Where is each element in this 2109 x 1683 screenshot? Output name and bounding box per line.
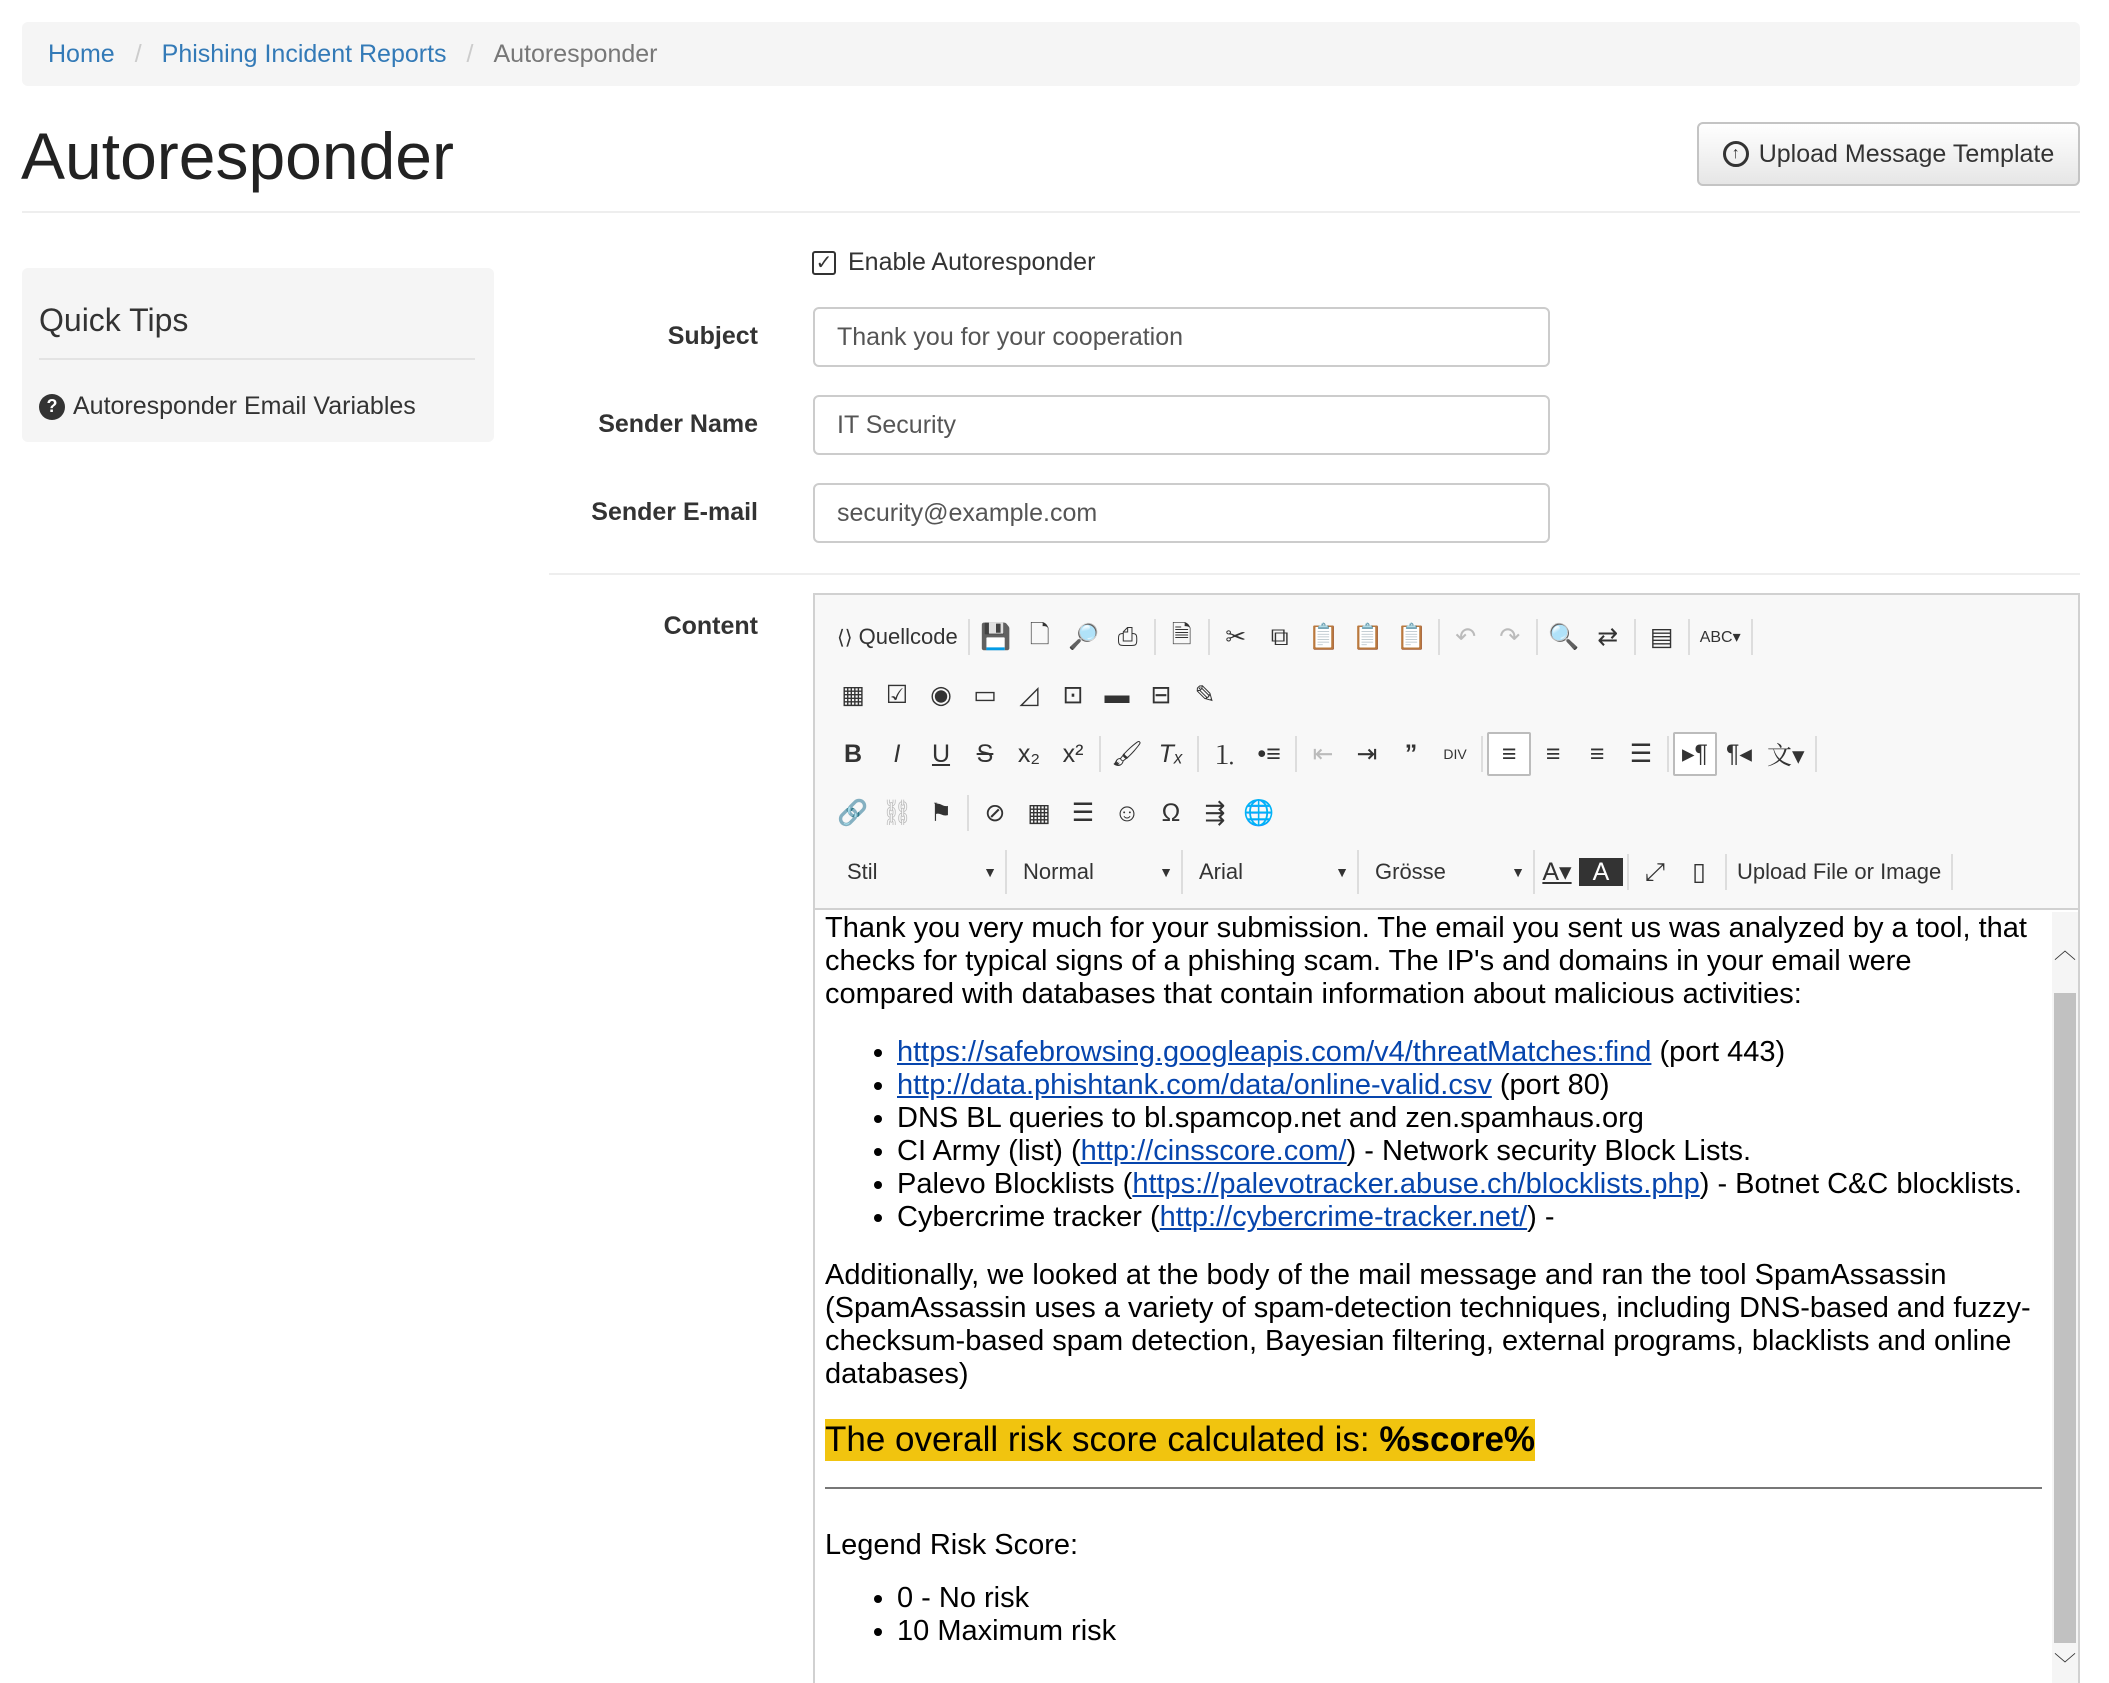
list-item: • 0 - No risk: [897, 1582, 2042, 1615]
templates-icon[interactable]: 🗎: [1171, 620, 1192, 649]
anchor-flag-icon[interactable]: ⚑: [929, 799, 953, 827]
paste-text-icon[interactable]: 📋: [1352, 622, 1384, 651]
maximize-icon[interactable]: ⤢: [1644, 857, 1665, 886]
spellcheck-icon[interactable]: ABC▾: [1699, 629, 1741, 646]
list-item-text: CI Army (list) (: [897, 1135, 1081, 1167]
indent-icon[interactable]: ⇥: [1356, 740, 1378, 768]
subject-label: Subject: [667, 322, 758, 350]
risk-score-highlight: [825, 1419, 1535, 1461]
cybercrime-tracker-link[interactable]: http://cybercrime-tracker.net/: [1159, 1201, 1528, 1233]
sender-name-label: Sender Name: [598, 410, 758, 438]
upload-file-button[interactable]: Upload File or Image: [1737, 859, 1942, 884]
editor-toolbar: [815, 595, 2078, 910]
quick-tips-divider: [39, 358, 475, 360]
enable-autoresponder-checkbox[interactable]: ✓: [812, 251, 836, 275]
smiley-icon[interactable]: ☺: [1114, 798, 1140, 827]
numbered-list-icon[interactable]: ⒈: [1212, 742, 1238, 770]
copy-format-icon[interactable]: 🖌: [1111, 739, 1143, 768]
upload-button-label: Upload Message Template: [1758, 139, 2055, 168]
hidden-field-icon[interactable]: ✎: [1194, 681, 1216, 709]
list-item-text: (port 443): [1651, 1036, 1786, 1068]
redo-icon[interactable]: ↷: [1499, 623, 1521, 651]
size-combo-label: Grösse: [1375, 859, 1446, 884]
save-icon[interactable]: 💾: [980, 622, 1012, 651]
list-item: • 10 Maximum risk: [897, 1615, 2042, 1648]
blockquote-icon[interactable]: ”: [1404, 739, 1418, 768]
link-icon[interactable]: 🔗: [837, 798, 869, 827]
cut-icon[interactable]: ✂: [1225, 623, 1247, 651]
find-icon[interactable]: 🔍: [1548, 622, 1580, 651]
list-item-text: ) - Network security Block Lists.: [1346, 1135, 1752, 1167]
list-item-text: Cybercrime tracker (: [897, 1201, 1160, 1233]
safebrowsing-link[interactable]: https://safebrowsing.googleapis.com/v4/threatMatches:find: [897, 1036, 1652, 1068]
scrollbar-thumb[interactable]: [2054, 993, 2076, 1643]
scroll-up-icon[interactable]: ︿: [2053, 938, 2076, 963]
content-horizontal-rule: [825, 1487, 2042, 1489]
enable-autoresponder-row[interactable]: [812, 248, 1095, 277]
autoresponder-variables-label: Autoresponder Email Variables: [73, 392, 416, 420]
font-combo-label: Arial: [1199, 859, 1244, 884]
bold-icon[interactable]: B: [843, 739, 863, 768]
editor-content[interactable]: [815, 912, 2052, 1683]
subject-input[interactable]: [813, 307, 1550, 367]
chevron-down-icon: ▼: [1511, 864, 1525, 880]
div-container-icon[interactable]: DIV: [1443, 746, 1467, 762]
style-combo[interactable]: [831, 850, 1007, 894]
background-color-icon[interactable]: A: [1579, 858, 1623, 886]
quick-tips-title: Quick Tips: [39, 302, 189, 338]
intro-paragraph: Thank you very much for your submission. The email you sent us was analyzed by a tool, that checks for typical signs of a phishing scam. The IP's and domains in your email were compared with databases that contain information about malicious activities:: [825, 912, 2027, 1010]
form-icon[interactable]: ▦: [841, 681, 865, 709]
autoresponder-variables-link[interactable]: [39, 392, 416, 421]
list-item-text: (port 80): [1491, 1069, 1610, 1101]
new-page-icon[interactable]: 🗋: [1029, 620, 1050, 649]
font-combo[interactable]: [1183, 850, 1359, 894]
breadcrumb: [22, 22, 2080, 86]
legend-title: Legend Risk Score:: [825, 1529, 1079, 1561]
format-combo[interactable]: [1007, 850, 1183, 894]
form-divider: [549, 573, 2080, 575]
bulleted-list-icon[interactable]: •≡: [1257, 739, 1281, 768]
upload-message-template-button[interactable]: [1697, 122, 2080, 186]
remove-format-icon[interactable]: Tₓ: [1158, 739, 1184, 768]
list-item: [897, 1201, 2042, 1234]
flash-icon[interactable]: ⊘: [984, 799, 1006, 827]
ltr-icon[interactable]: ▸¶: [1673, 732, 1717, 776]
upload-circle-icon: ↑: [1723, 141, 1749, 167]
breadcrumb-phishing-reports[interactable]: Phishing Incident Reports: [161, 39, 447, 68]
unlink-icon[interactable]: ⛓: [881, 798, 913, 827]
chevron-down-icon: ▼: [1335, 864, 1349, 880]
paste-word-icon[interactable]: 📋: [1396, 622, 1428, 651]
sender-name-input[interactable]: [813, 395, 1550, 455]
align-center-icon[interactable]: ≡: [1545, 739, 1561, 768]
list-item: [897, 1168, 2042, 1201]
risk-score-text: The overall risk score calculated is:: [825, 1420, 1380, 1459]
source-code-button[interactable]: [831, 615, 964, 659]
copy-icon[interactable]: ⧉: [1270, 622, 1289, 651]
list-item-text: ) - Botnet C&C blocklists.: [1699, 1168, 2023, 1200]
subscript-icon[interactable]: x₂: [1017, 739, 1041, 768]
iframe-globe-icon[interactable]: 🌐: [1243, 798, 1275, 827]
list-item: [897, 1069, 2042, 1102]
source-code-icon: ⟨⟩: [837, 626, 853, 649]
paste-icon[interactable]: 📋: [1308, 622, 1340, 651]
legend-list: [897, 1582, 2042, 1648]
horizontal-line-icon[interactable]: ☰: [1071, 799, 1095, 827]
phishtank-link[interactable]: http://data.phishtank.com/data/online-valid.csv: [897, 1069, 1492, 1101]
underline-icon[interactable]: U: [931, 739, 951, 768]
list-item-text: Palevo Blocklists (: [897, 1168, 1133, 1200]
list-item: [897, 1036, 2042, 1069]
replace-icon[interactable]: ⇄: [1597, 623, 1619, 651]
style-combo-label: Stil: [847, 859, 878, 884]
text-field-icon[interactable]: ▭: [973, 681, 997, 709]
page-title: Autoresponder: [21, 119, 454, 193]
print-icon[interactable]: ⎙: [1117, 622, 1138, 651]
breadcrumb-current: Autoresponder: [493, 39, 658, 68]
image-button-icon[interactable]: ⊟: [1150, 681, 1172, 709]
chevron-down-icon: ▼: [983, 864, 997, 880]
page-break-icon[interactable]: ⇶: [1204, 799, 1226, 827]
quick-tips-panel: [22, 268, 494, 442]
show-blocks-icon[interactable]: ▯: [1692, 858, 1706, 886]
palevotracker-link[interactable]: https://palevotracker.abuse.ch/blocklists.php: [1132, 1168, 1700, 1200]
question-circle-icon: ?: [39, 394, 65, 420]
table-icon[interactable]: ▦: [1027, 799, 1051, 827]
justify-icon[interactable]: ☰: [1629, 740, 1653, 768]
language-icon[interactable]: 文▾: [1767, 742, 1805, 770]
size-combo[interactable]: [1359, 850, 1535, 894]
text-color-icon[interactable]: A▾: [1542, 858, 1572, 886]
editor-scrollbar[interactable]: [2052, 912, 2078, 1683]
breadcrumb-home[interactable]: Home: [48, 39, 115, 68]
strikethrough-icon[interactable]: S: [976, 739, 994, 768]
radio-icon[interactable]: ◉: [930, 681, 952, 709]
align-left-icon[interactable]: ≡: [1487, 732, 1531, 776]
superscript-icon[interactable]: x²: [1062, 739, 1084, 768]
breadcrumb-separator: /: [134, 39, 142, 68]
outdent-icon[interactable]: ⇤: [1312, 740, 1334, 768]
italic-icon[interactable]: I: [893, 739, 901, 768]
checkbox-icon[interactable]: ☑: [885, 681, 909, 709]
list-item-text: DNS BL queries to bl.spamcop.net and zen.spamhaus.org: [897, 1102, 1644, 1134]
undo-icon[interactable]: ↶: [1455, 623, 1477, 651]
breadcrumb-separator: /: [466, 39, 474, 68]
source-code-label: Quellcode: [858, 624, 958, 649]
enable-autoresponder-label: Enable Autoresponder: [848, 248, 1096, 276]
format-combo-label: Normal: [1023, 859, 1094, 884]
preview-icon[interactable]: 🔎: [1068, 622, 1100, 651]
select-all-icon[interactable]: ▤: [1649, 623, 1674, 651]
rich-text-editor: [813, 593, 2080, 1683]
select-field-icon[interactable]: ⊡: [1062, 681, 1084, 709]
rtl-icon[interactable]: ¶◂: [1726, 740, 1752, 768]
title-divider: [22, 211, 2080, 213]
chevron-down-icon: ▼: [1159, 864, 1173, 880]
cinsscore-link[interactable]: http://cinsscore.com/: [1080, 1135, 1347, 1167]
list-item: [897, 1135, 2042, 1168]
scroll-down-icon[interactable]: ﹀: [2053, 1652, 2076, 1677]
special-char-icon[interactable]: Ω: [1161, 798, 1181, 827]
align-right-icon[interactable]: ≡: [1589, 739, 1605, 768]
list-item: [897, 1102, 2042, 1135]
sources-list: [897, 1036, 2042, 1234]
sender-email-label: Sender E-mail: [591, 498, 758, 526]
textarea-icon[interactable]: ◿: [1019, 681, 1039, 709]
content-label: Content: [663, 612, 758, 640]
sender-email-input[interactable]: [813, 483, 1550, 543]
risk-score-variable: %score%: [1379, 1420, 1536, 1459]
button-icon[interactable]: ▬: [1104, 680, 1130, 709]
additional-paragraph: Additionally, we looked at the body of the mail message and ran the tool SpamAssassin (SpamAssassin uses a variety of spam-detection techniques, including DNS-based and fuzzy-checksum-based spam detection, Bayesian filtering, external programs, blacklists and online databases): [825, 1259, 2031, 1390]
list-item-text: ) -: [1527, 1201, 1555, 1233]
